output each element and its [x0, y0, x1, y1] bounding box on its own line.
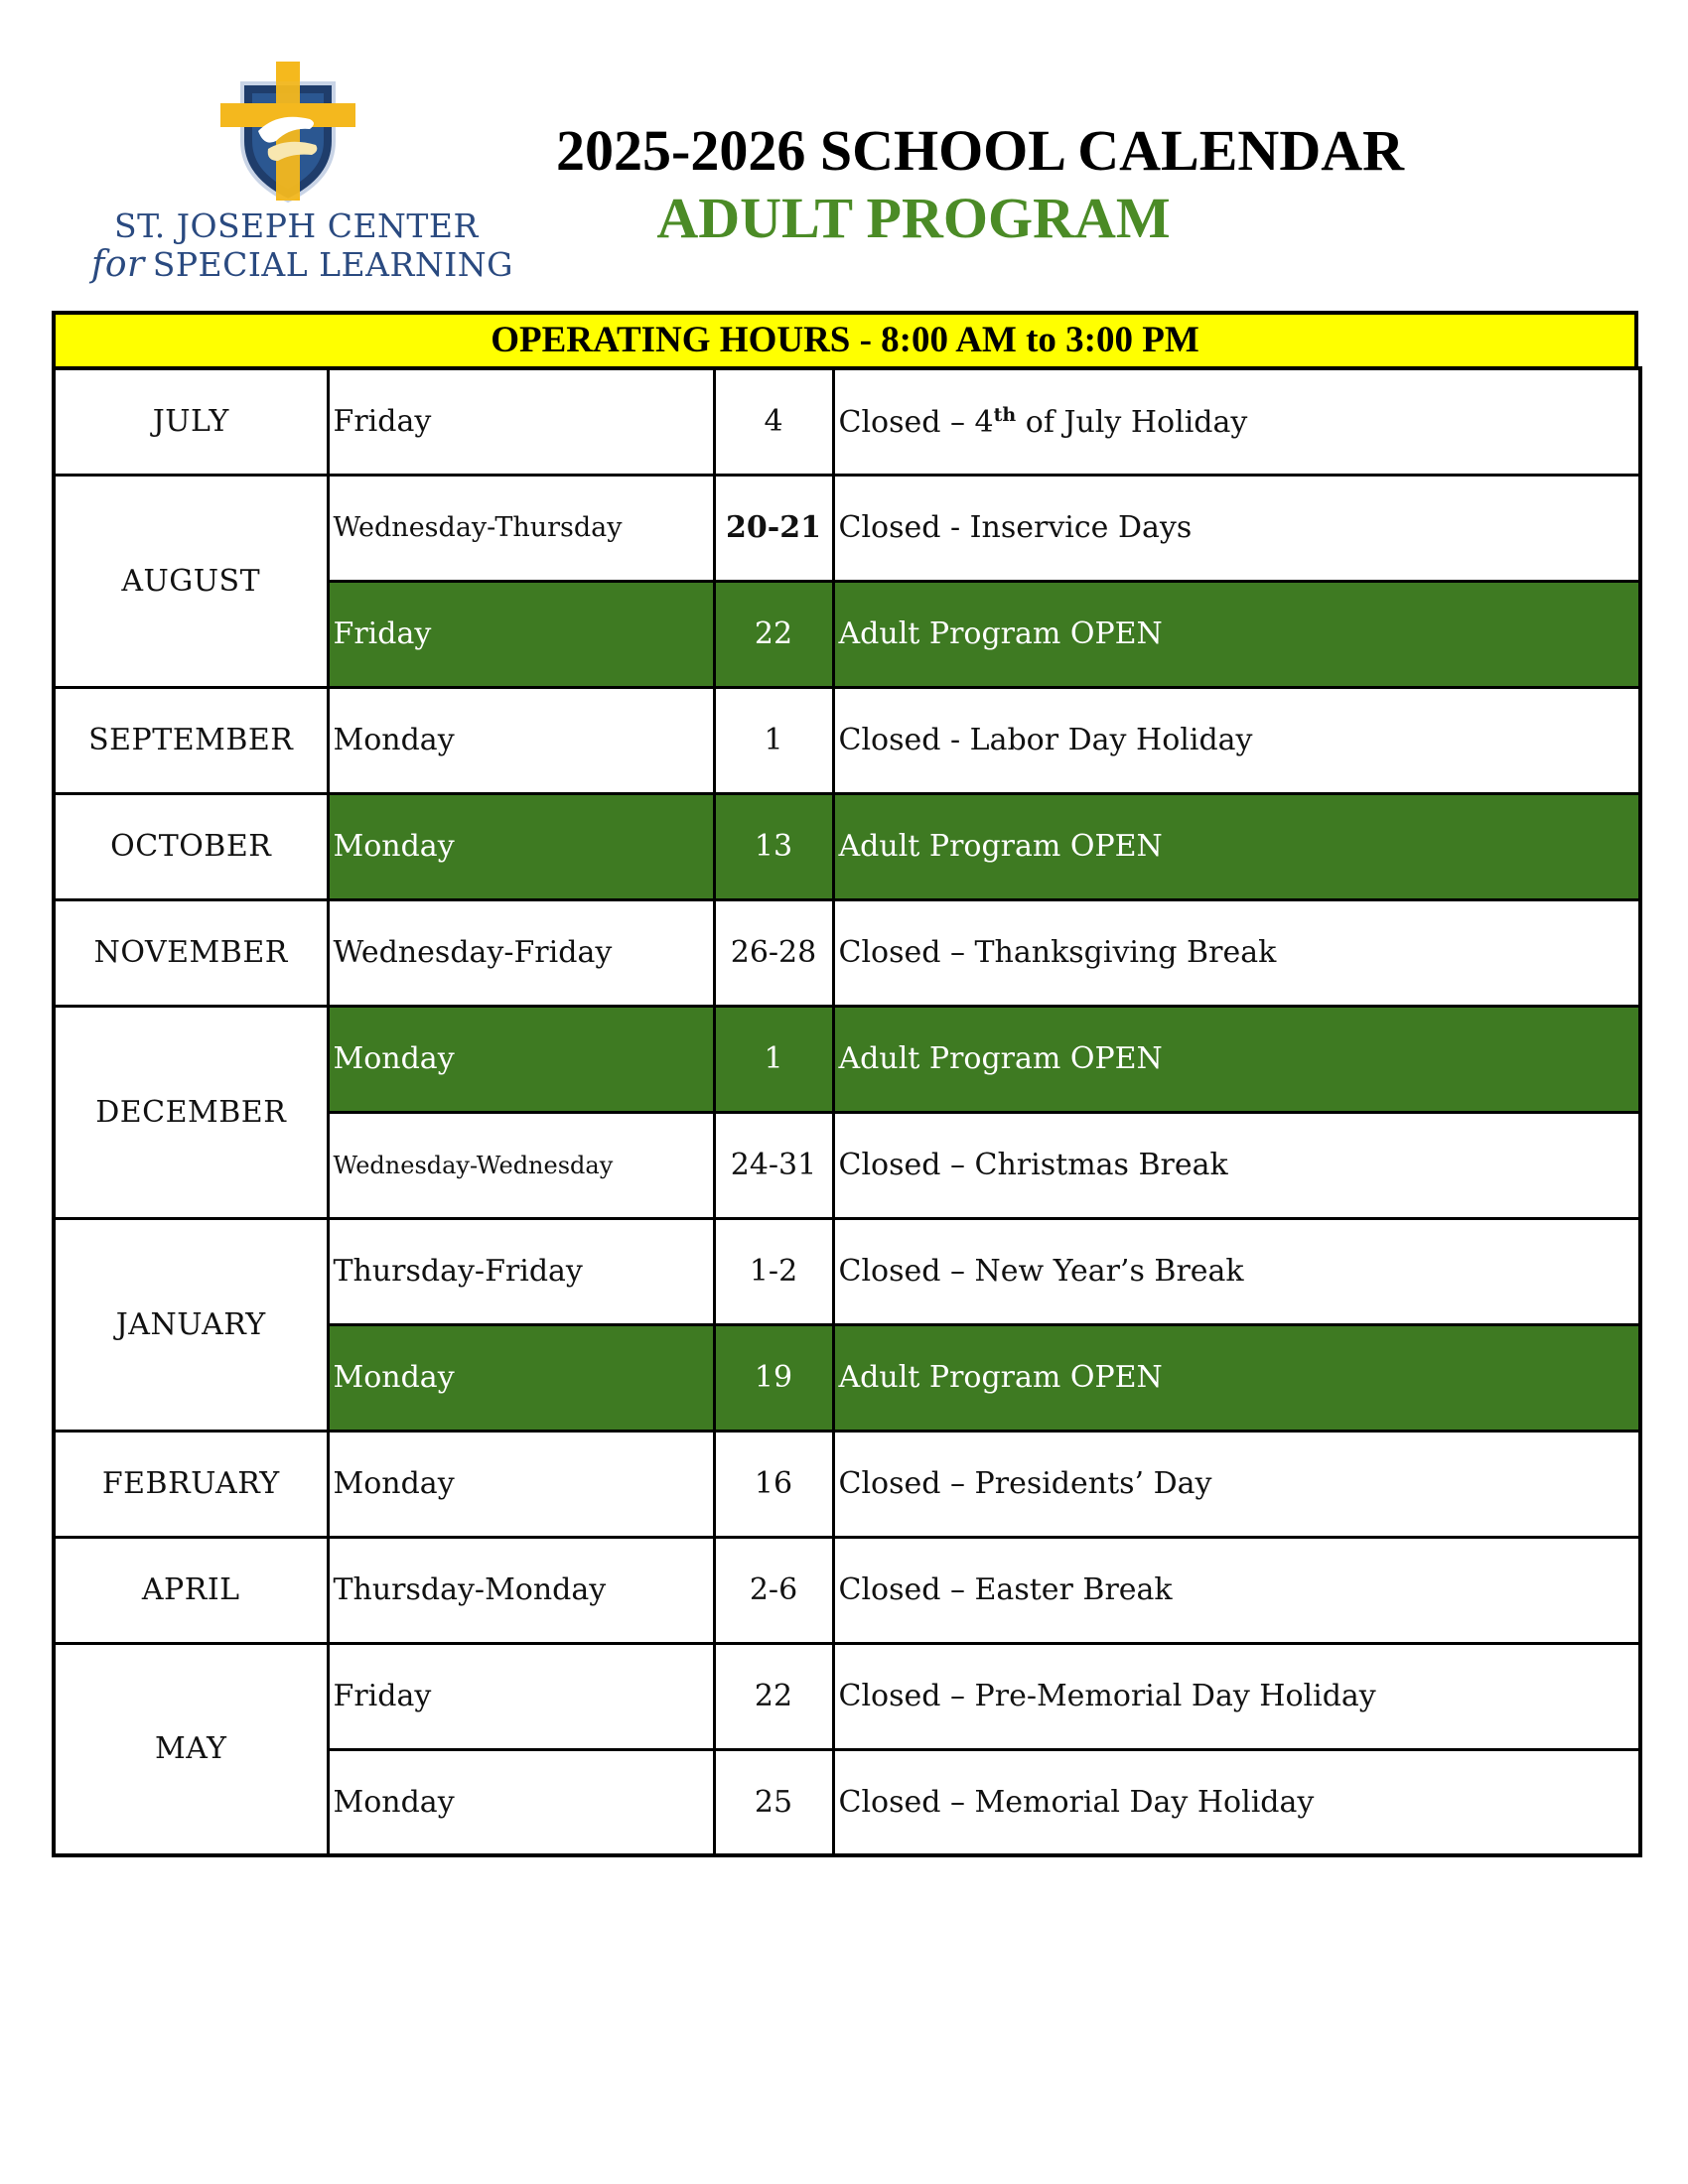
- description-cell: Adult Program OPEN: [833, 1324, 1640, 1431]
- table-row-open: [54, 793, 1640, 899]
- date-cell: 19: [714, 1324, 833, 1431]
- day-cell: Friday: [328, 368, 714, 475]
- day-cell: Monday: [328, 1324, 714, 1431]
- page-subtitle: ADULT PROGRAM: [656, 186, 1171, 250]
- school-logo: [79, 62, 513, 295]
- date-cell: 26-28: [714, 899, 833, 1006]
- date-cell: 1-2: [714, 1218, 833, 1324]
- description-text: Closed – 4: [838, 404, 994, 440]
- description-cell: Closed - Labor Day Holiday: [833, 687, 1640, 793]
- month-cell: JULY: [54, 368, 328, 475]
- date-cell: 22: [714, 1643, 833, 1749]
- description-cell: Closed – Memorial Day Holiday: [833, 1749, 1640, 1855]
- description-superscript: th: [993, 403, 1017, 426]
- day-cell: Monday: [328, 1431, 714, 1537]
- description-cell: [833, 368, 1640, 475]
- table-row-open: [54, 1006, 1640, 1112]
- operating-hours-banner: OPERATING HOURS - 8:00 AM to 3:00 PM: [52, 311, 1638, 370]
- logo-name-line1: ST. JOSEPH CENTER: [114, 206, 479, 245]
- day-cell: Monday: [328, 793, 714, 899]
- description-cell: Closed – Easter Break: [833, 1537, 1640, 1643]
- date-cell: 1: [714, 1006, 833, 1112]
- month-cell: JANUARY: [54, 1218, 328, 1431]
- calendar-table: [52, 366, 1642, 1857]
- month-cell: NOVEMBER: [54, 899, 328, 1006]
- description-cell: Closed – New Year’s Break: [833, 1218, 1640, 1324]
- day-cell: Monday: [328, 1006, 714, 1112]
- description-cell: Adult Program OPEN: [833, 1006, 1640, 1112]
- month-cell: MAY: [54, 1643, 328, 1855]
- table-row: [54, 1537, 1640, 1643]
- date-cell: 22: [714, 581, 833, 687]
- month-cell: APRIL: [54, 1537, 328, 1643]
- month-cell: FEBRUARY: [54, 1431, 328, 1537]
- date-cell: 16: [714, 1431, 833, 1537]
- day-cell: Monday: [328, 687, 714, 793]
- day-cell: Wednesday-Friday: [328, 899, 714, 1006]
- day-cell: Friday: [328, 581, 714, 687]
- month-cell: SEPTEMBER: [54, 687, 328, 793]
- description-cell: Closed - Inservice Days: [833, 475, 1640, 581]
- table-row: [54, 368, 1640, 475]
- day-cell: Wednesday-Wednesday: [328, 1112, 714, 1218]
- logo-special-learning: SPECIAL LEARNING: [152, 245, 513, 284]
- day-cell: Friday: [328, 1643, 714, 1749]
- date-cell: 2-6: [714, 1537, 833, 1643]
- logo-name-line2: [91, 244, 513, 285]
- date-cell: 13: [714, 793, 833, 899]
- date-cell: 4: [714, 368, 833, 475]
- date-cell: 25: [714, 1749, 833, 1855]
- description-cell: Closed – Christmas Break: [833, 1112, 1640, 1218]
- description-cell: Adult Program OPEN: [833, 793, 1640, 899]
- date-cell: 1: [714, 687, 833, 793]
- description-cell: Closed – Pre-Memorial Day Holiday: [833, 1643, 1640, 1749]
- day-cell: Thursday-Friday: [328, 1218, 714, 1324]
- page-title: 2025-2026 SCHOOL CALENDAR: [556, 118, 1404, 183]
- logo-for-text: for: [91, 244, 145, 285]
- month-cell: DECEMBER: [54, 1006, 328, 1218]
- table-row: [54, 1431, 1640, 1537]
- cross-shield-hands-icon: [218, 62, 357, 205]
- table-row: [54, 475, 1640, 581]
- date-cell: 20-21: [714, 475, 833, 581]
- table-row: [54, 1218, 1640, 1324]
- day-cell: Thursday-Monday: [328, 1537, 714, 1643]
- day-cell: Monday: [328, 1749, 714, 1855]
- date-cell: 24-31: [714, 1112, 833, 1218]
- table-row: [54, 687, 1640, 793]
- description-cell: Closed – Thanksgiving Break: [833, 899, 1640, 1006]
- table-row: [54, 1643, 1640, 1749]
- day-cell: Wednesday-Thursday: [328, 475, 714, 581]
- month-cell: OCTOBER: [54, 793, 328, 899]
- description-cell: Adult Program OPEN: [833, 581, 1640, 687]
- month-cell: AUGUST: [54, 475, 328, 687]
- description-cell: Closed – Presidents’ Day: [833, 1431, 1640, 1537]
- table-row: [54, 899, 1640, 1006]
- description-text-rest: of July Holiday: [1016, 404, 1248, 440]
